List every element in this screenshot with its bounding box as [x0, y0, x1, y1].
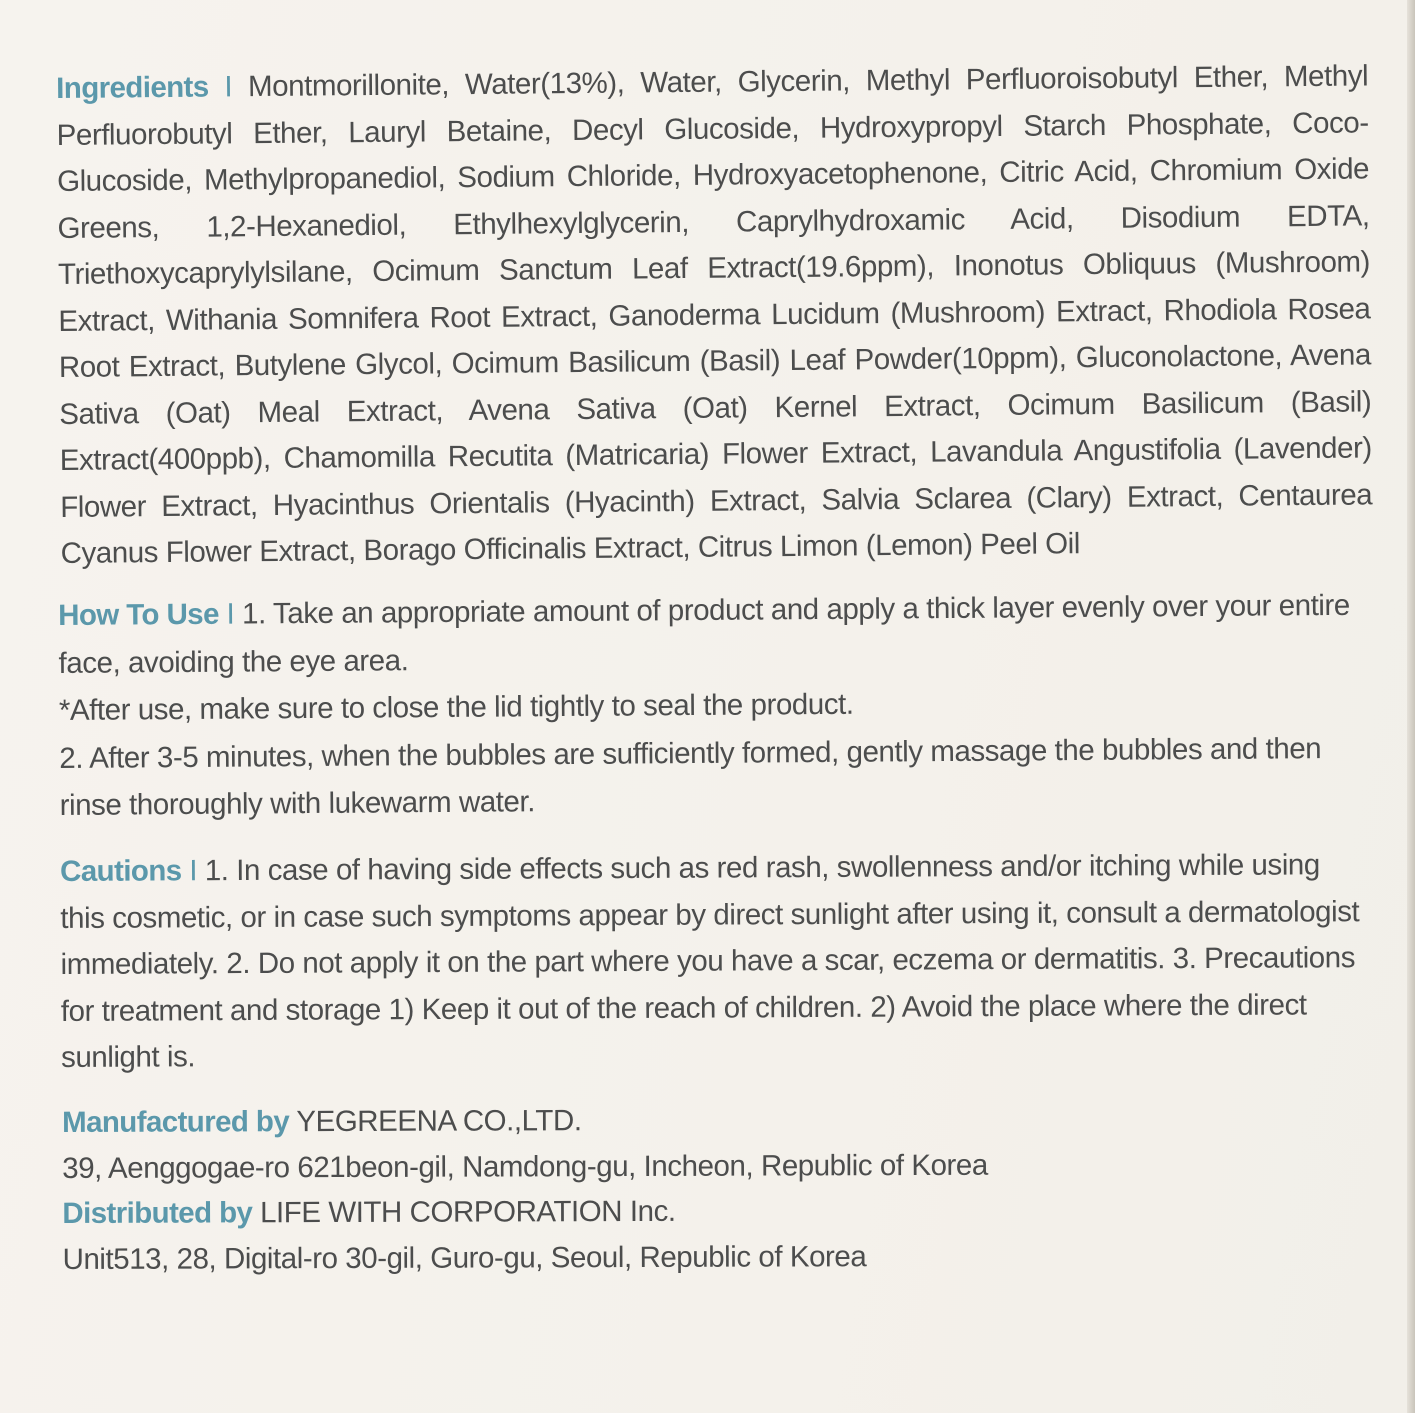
distributor-name: LIFE WITH CORPORATION Inc. [260, 1194, 676, 1229]
company-info [56, 1095, 1369, 1282]
cautions-section [56, 842, 1363, 1081]
ingredients-section [56, 53, 1373, 577]
manufacturer-label: Manufactured by [62, 1104, 290, 1139]
cautions-text: 1. In case of having side effects such as red rash, swollenness and/or itching while using this cosmetic, or in case such symptoms appear by direct sunlight after using it, consult a dermatologist immediately. 2. Do not apply it on the part where you have a scar, eczema or dermatitis. 3. Precautions for treatment and storage 1) Keep it out of the reach of children. 2) Avoid the place where the direct sunlight is. [60, 848, 1360, 1074]
how-to-use-label: How To Use [58, 597, 219, 632]
ingredients-label: Ingredients [56, 70, 209, 105]
how-to-use-step-2: 2. After 3-5 minutes, when the bubbles are sufficiently formed, gently massage the bubbles and then rinse thoroughly with lukewarm water. [59, 731, 1322, 822]
cautions-label: Cautions [60, 854, 182, 888]
how-to-use-note: *After use, make sure to close the lid tightly to seal the product. [58, 687, 854, 727]
manufacturer-line [62, 1095, 1368, 1145]
distributor-label: Distributed by [62, 1195, 253, 1230]
manufacturer-name: YEGREENA CO.,LTD. [296, 1103, 582, 1138]
how-to-use-step-1 [58, 581, 1369, 686]
distributor-line [62, 1186, 1368, 1236]
how-to-use-section [56, 581, 1370, 829]
distributor-address: Unit513, 28, Digital-ro 30-gil, Guro-gu, Seoul, Republic of Korea [62, 1239, 867, 1275]
how-to-use-separator: I [218, 597, 243, 631]
label-text-block [56, 59, 1373, 1282]
ingredients-separator: I [208, 70, 249, 104]
cautions-separator: I [181, 854, 205, 888]
ingredients-list: Montmorillonite, Water(13%), Water, Glycerin, Methyl Perfluoroisobutyl Ether, Methyl Perfluorobutyl Ether, Lauryl Betaine, Decyl Glucoside, Hydroxypropyl Starch Phosphate, Coco-Glucoside, Methylpropanediol, Sodium Chloride, Hydroxyacetophenone, Citric Acid, Chromium Oxide Greens, 1,2-Hexanediol, Ethylhexylglycerin, Caprylhydroxamic Acid, Disodium EDTA, Triethoxycaprylylsilane, Ocimum Sanctum Leaf Extract(19.6ppm), Inonotus Obliquus (Mushroom) Extract, Withania Somnifera Root Extract, Ganoderma Lucidum (Mushroom) Extract, Rhodiola Rosea Root Extract, Butylene Glycol, Ocimum Basilicum (Basil) Leaf Powder(10ppm), Gluconolactone, Avena Sativa (Oat) Meal Extract, Avena Sativa (Oat) Kernel Extract, Ocimum Basilicum (Basil) Extract(400ppb), Chamomilla Recutita (Matricaria) Flower Extract, Lavandula Angustifolia (Lavender) Flower Extract, Hyacinthus Orientalis (Hyacinth) Extract, Salvia Sclarea (Clary) Extract, Centaurea Cyanus Flower Extract, Borago Officinalis Extract, Citrus Limon (Lemon) Peel Oil [56, 59, 1373, 570]
how-to-use-text: 1. Take an appropriate amount of product and apply a thick layer evenly over your entire face, avoiding the eye area. [58, 588, 1350, 679]
manufacturer-address: 39, Aenggogae-ro 621beon-gil, Namdong-gu, Incheon, Republic of Korea [62, 1147, 988, 1184]
box-edge [1407, 0, 1415, 1413]
